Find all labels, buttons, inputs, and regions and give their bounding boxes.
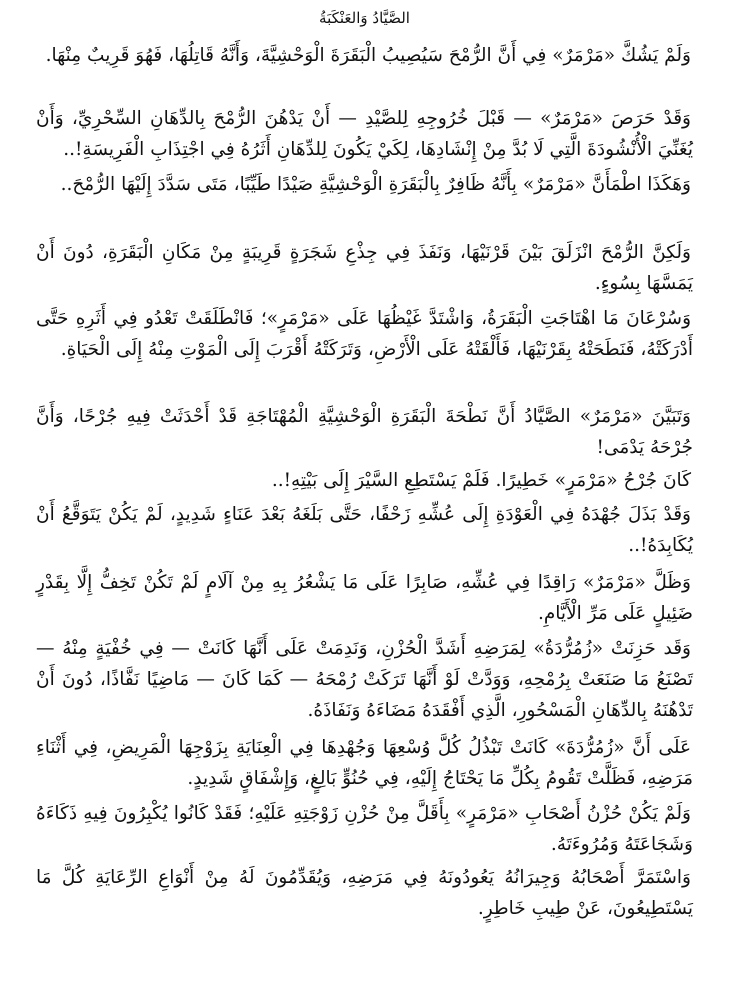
paragraph-6: وَتَبَيَّنَ «مَرْمَرٌ» الصَّيَّادُ أَنَّ نَطْحَةَ الْبَقَرَةِ الْوَحْشِيَّةِ الْمُهْتَاجَةِ قَدْ أَحْدَثَتْ فِيهِ جُرْحًا، وَأَنَّ جُرْحَهُ يَدْمَى! [36, 406, 693, 459]
paragraph-2: وَقَدْ حَرَصَ «مَرْمَرٌ» — قَبْلَ خُرُوجِهِ لِلصَّيْدِ — أَنْ يَدْهُنَ الرُّمْحَ بِالدِّهَانِ السِّحْرِيِّ، وَأَنْ يُغَنِّيَ الْأُنْشُودَةَ الَّتِي لَا بُدَّ مِنْ إِنْشَادِهَا، لِكَيْ يَكُونَ لِلدِّهَانِ أَثَرُهُ فِي اجْتِذَابِ الْفَرِيسَةِ!.. [36, 108, 693, 161]
paragraph-11: عَلَى أَنَّ «زُمُرُّدَةَ» كَانَتْ تَبْذُلُ كُلَّ وُسْعِهَا وَجُهْدِهَا فِي الْعِنَايَةِ بِزَوْجِهَا الْمَرِيضِ، فِي أَثْنَاءِ مَرَضِهِ، فَظَلَّتْ تَقُومُ بِكُلِّ مَا يَحْتَاجُ إِلَيْهِ، فِي حُنُوٍّ بَالِغٍ، وَإِشْفَاقٍ شَدِيدٍ. [36, 737, 693, 790]
paragraph-1: وَلَمْ يَشُكَّ «مَرْمَرٌ» فِي أَنَّ الرُّمْحَ سَيُصِيبُ الْبَقَرَةَ الْوَحْشِيَّةَ، وَأَنَّهُ قَاتِلُهَا، فَهُوَ قَرِيبٌ مِنْهَا. [45, 45, 691, 66]
paragraph-13: وَاسْتَمَرَّ أَصْحَابُهُ وَجِيرَانُهُ يَعُودُونَهُ فِي مَرَضِهِ، وَيُقَدِّمُونَ لَهُ مِنْ أَنْوَاعِ الرِّعَايَةِ كُلَّ مَا يَسْتَطِيعُونَ، عَنْ طِيبِ خَاطِرٍ. [36, 867, 693, 920]
paragraph-3: وَهَكَذَا اطْمَأَنَّ «مَرْمَرٌ» بِأَنَّهُ ظَافِرٌ بِالْبَقَرَةِ الْوَحْشِيَّةِ صَيْدًا طَيِّبًا، مَتَى سَدَّدَ إِلَيْهَا الرُّمْحَ.. [60, 174, 691, 195]
paragraph-4: وَلَكِنَّ الرُّمْحَ انْزَلَقَ بَيْنَ قَرْنَيْهَا، وَنَفَذَ فِي جِذْعِ شَجَرَةٍ قَرِيبَةٍ مِنْ مَكَانِ الْبَقَرَةِ، دُونَ أَنْ يَمَسَّهَا بِسُوءٍ. [36, 242, 693, 295]
paragraph-5: وَسُرْعَانَ مَا اهْتَاجَتِ الْبَقَرَةُ، وَاشْتَدَّ غَيْظُهَا عَلَى «مَرْمَرٍ»؛ فَانْطَلَقَتْ تَعْدُو فِي أَثَرِهِ حَتَّى أَدْرَكَتْهُ، فَنَطَحَتْهُ بِقَرْنَيْهَا، فَأَلْقَتْهُ عَلَى الْأَرْضِ، وَتَرَكَتْهُ أَقْرَبَ إِلَى الْمَوْتِ مِنْهُ إِلَى الْحَيَاةِ. [36, 308, 693, 361]
paragraph-10: وَقَد حَزِنَتْ «زُمُرُّدَةُ» لِمَرَضِهِ أَشَدَّ الْحُزْنِ، وَنَدِمَتْ عَلَى أَنَّهَا كَانَتْ — فِي خُفْيَةٍ مِنْهُ — تَصْنَعُ مَا صَنَعَتْ بِرُمْحِهِ، وَوَدَّتْ لَوْ أَنَّهَا تَرَكَتْ رُمْحَهُ — كَمَا كَانَ — مَاضِيًا نَفَّاذًا، دُونَ أَنْ تَدْهُنَهُ بِالدِّهَانِ الْمَسْحُورِ، الَّذِي أَفْقَدَهُ مَضَاءَهُ وَنَفَاذَهُ. [36, 638, 693, 722]
paragraph-12: وَلَمْ يَكُنْ حُزْنُ أَصْحَابِ «مَرْمَرٍ» بِأَقَلَّ مِنْ حُزْنِ زَوْجَتِهِ عَلَيْهِ؛ فَقَدْ كَانُوا يُكْبِرُونَ فِيهِ ذَكَاءَهُ وَشَجَاعَتَهُ وَمُرُوءَتَهُ. [36, 803, 693, 856]
paragraph-8: وَقَدْ بَذَلَ جُهْدَهُ فِي الْعَوْدَةِ إِلَى عُشِّهِ زَحْفًا، حَتَّى بَلَغَهُ بَعْدَ عَنَاءٍ شَدِيدٍ، لَمْ يَكُنْ يَتَوَقَّعُ أَنْ يُكَابِدَهُ!.. [36, 504, 693, 557]
paragraph-7: كَانَ جُرْحُ «مَرْمَرٍ» خَطِيرًا. فَلَمْ يَسْتَطِعِ السَّيْرَ إِلَى بَيْتِهِ!.. [271, 470, 691, 491]
paragraph-9: وَظَلَّ «مَرْمَرٌ» رَاقِدًا فِي عُشِّهِ، صَابِرًا عَلَى مَا يَشْعُرُ بِهِ مِنْ آلَامٍ لَمْ تَكُنْ تَخِفُّ إِلَّا بِقَدْرٍ ضَئِيلٍ عَلَى مَرِّ الْأَيَّامِ. [36, 572, 693, 625]
running-header-title: الصَّيَّادُ وَالعَنْكَبَةُ [319, 9, 410, 27]
